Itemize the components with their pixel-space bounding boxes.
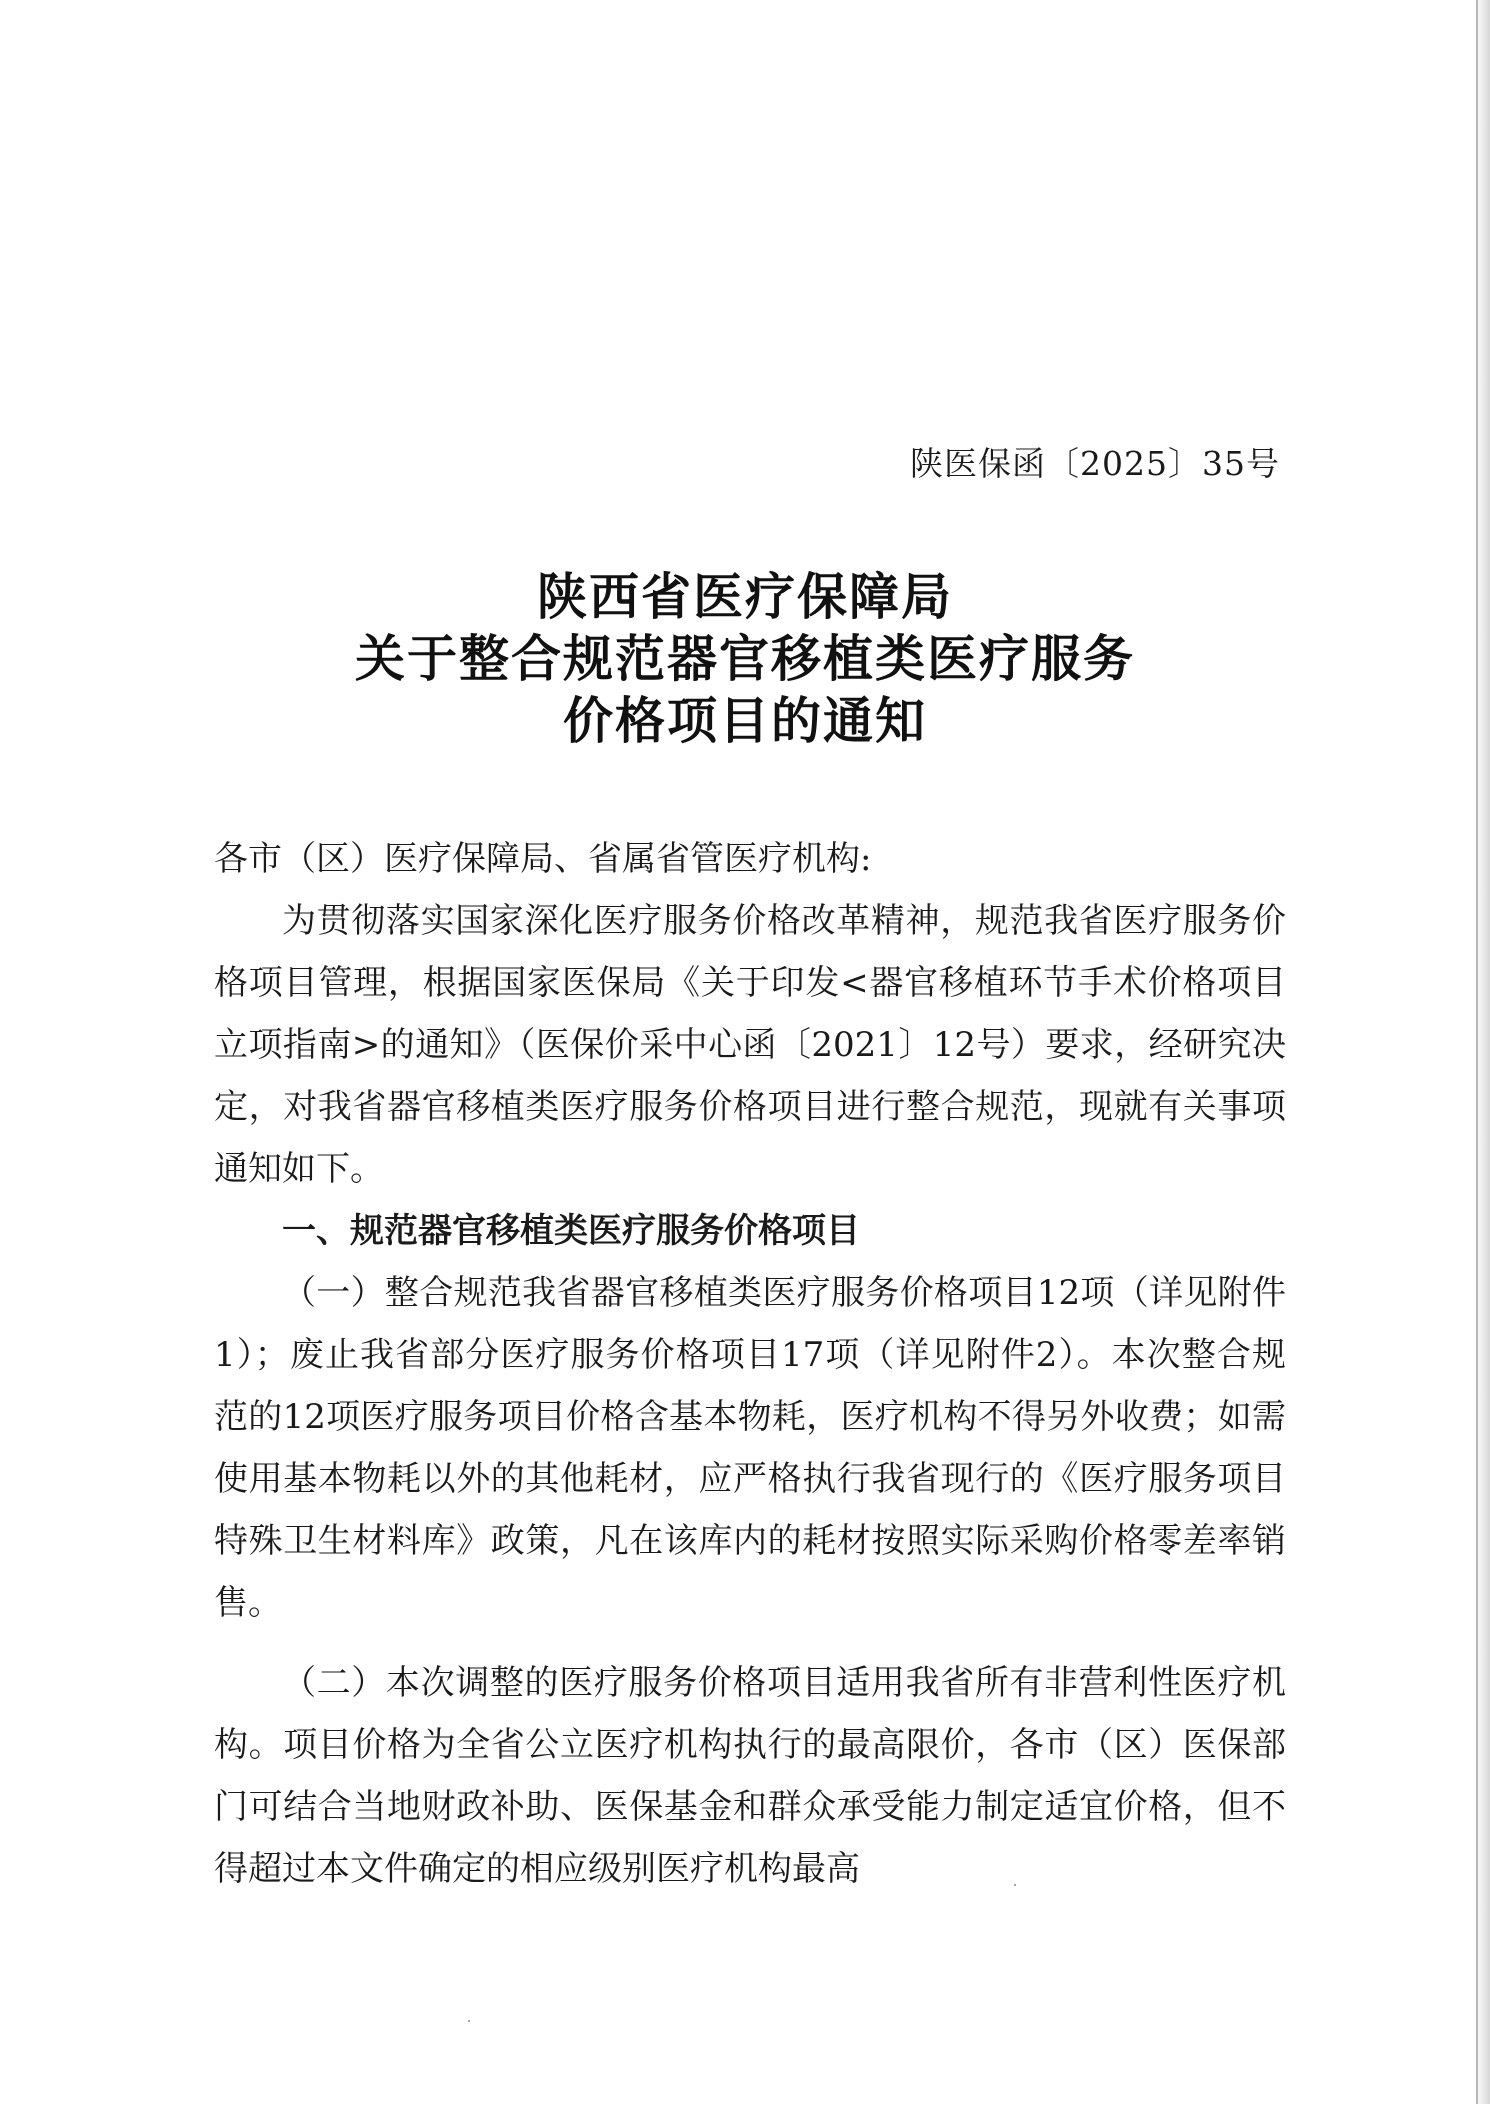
item-2-paragraph: （二）本次调整的医疗服务价格项目适用我省所有非营利性医疗机构。项目价格为全省公立医疗机构执行的最高限价，各市（区）医保部门可结合当地财政补助、医保基金和群众承受能力制定适宜价格，但不得超过本文件确定的相应级别医疗机构最高: [214, 1663, 1286, 1889]
scan-speck: [468, 2020, 470, 2022]
item-1-paragraph: （一）整合规范我省器官移植类医疗服务价格项目12项（详见附件1）；废止我省部分医疗服务价格项目17项（详见附件2）。本次整合规范的12项医疗服务项目价格含基本物耗，医疗机构不得另外收费；如需使用基本物耗以外的其他耗材，应严格执行我省现行的《医疗服务项目特殊卫生材料库》政策，凡在该库内的耗材按照实际采购价格零差率销售。: [214, 1273, 1286, 1623]
document-number: 陕医保函〔2025〕35号: [910, 444, 1280, 483]
scan-edge-shadow: [1476, 0, 1490, 2104]
document-title: [0, 566, 1490, 752]
document-body: [214, 828, 1286, 1900]
section-heading-1: 一、规范器官移植类医疗服务价格项目: [282, 1211, 860, 1251]
intro-paragraph: 为贯彻落实国家深化医疗服务价格改革精神，规范我省医疗服务价格项目管理，根据国家医保局《关于印发<器官移植环节手术价格项目立项指南>的通知》（医保价采中心函〔2021〕12号）要求，经研究决定，对我省器官移植类医疗服务价格项目进行整合规范，现就有关事项通知如下。: [214, 901, 1286, 1189]
title-line-subject-end: 价格项目的通知: [563, 692, 927, 750]
salutation: 各市（区）医疗保障局、省属省管医疗机构:: [214, 839, 872, 879]
scan-edge-line: [1476, 0, 1478, 2104]
title-line-subject: 关于整合规范器官移植类医疗服务: [355, 630, 1135, 688]
title-line-issuer: 陕西省医疗保障局: [537, 568, 953, 626]
scan-speck: [1014, 1884, 1016, 1886]
